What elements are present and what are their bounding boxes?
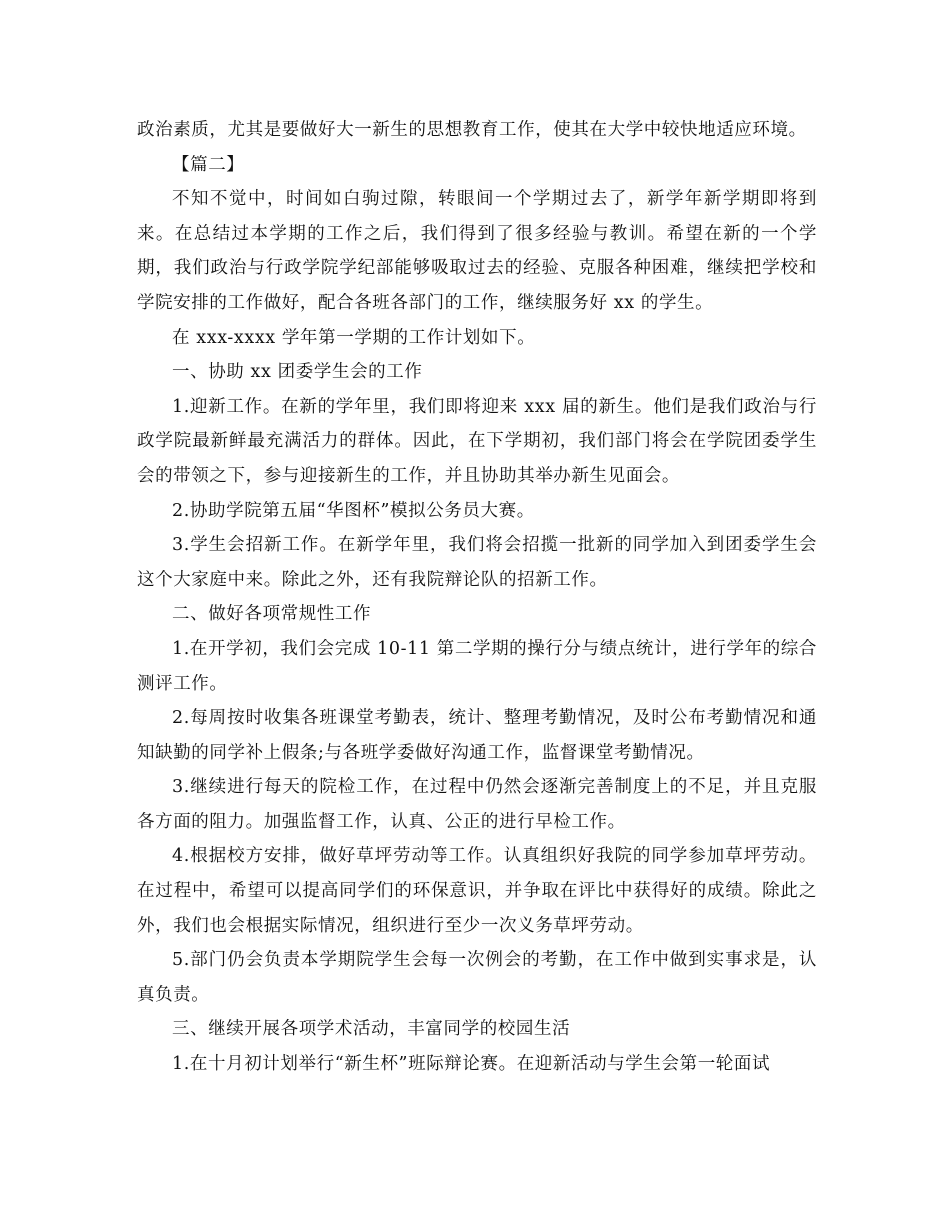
list-item: 1.在开学初，我们会完成 10-11 第二学期的操行分与绩点统计，进行学年的综合测评工作。 <box>137 638 817 694</box>
list-item: 2.每周按时收集各班课堂考勤表，统计、整理考勤情况，及时公布考勤情况和通知缺勤的同学补上假条;与各班学委做好沟通工作，监督课堂考勤情况。 <box>137 708 817 763</box>
list-item: 1.迎新工作。在新的学年里，我们即将迎来 xxx 届的新生。他们是我们政治与行政学院最新鲜最充满活力的群体。因此，在下学期初，我们部门将会在学院团委学生会的带领之下，参与迎接新生的工作，并且协助其举办新生见面会。 <box>137 396 817 486</box>
paragraph: 在 xxx-xxxx 学年第一学期的工作计划如下。 <box>172 327 536 348</box>
list-item: 5.部门仍会负责本学期院学生会每一次例会的考勤，在工作中做到实事求是，认真负责。 <box>137 950 817 1005</box>
list-item: 3.学生会招新工作。在新学年里，我们将会招揽一批新的同学加入到团委学生会这个大家庭中来。除此之外，还有我院辩论队的招新工作。 <box>137 535 817 590</box>
section-heading: 一、协助 xx 团委学生会的工作 <box>172 362 423 383</box>
document-body <box>137 113 817 1082</box>
section-heading: 三、继续开展各项学术活动，丰富同学的校园生活 <box>172 1019 571 1040</box>
paragraph: 政治素质，尤其是要做好大一新生的思想教育工作，使其在大学中较快地适应环境。 <box>137 120 807 140</box>
section-heading: 二、做好各项常规性工作 <box>172 604 372 625</box>
section-heading: 【篇二】 <box>172 154 245 175</box>
list-item: 3.继续进行每天的院检工作，在过程中仍然会逐渐完善制度上的不足，并且克服各方面的阻力。加强监督工作，认真、公正的进行早检工作。 <box>137 777 817 832</box>
paragraph: 不知不觉中，时间如白驹过隙，转眼间一个学期过去了，新学年新学期即将到来。在总结过本学期的工作之后，我们得到了很多经验与教训。希望在新的一个学期，我们政治与行政学院学纪部能够吸取过去的经验、克服各种困难，继续把学校和学院安排的工作做好，配合各班各部门的工作，继续服务好 xx 的学生。 <box>137 189 817 313</box>
list-item: 4.根据校方安排，做好草坪劳动等工作。认真组织好我院的同学参加草坪劳动。在过程中，希望可以提高同学们的环保意识，并争取在评比中获得好的成绩。除此之外，我们也会根据实际情况，组织进行至少一次义务草坪劳动。 <box>137 846 817 936</box>
list-item: 2.协助学院第五届“华图杯”模拟公务员大赛。 <box>172 500 535 521</box>
list-item: 1.在十月初计划举行“新生杯”班际辩论赛。在迎新活动与学生会第一轮面试 <box>172 1054 771 1075</box>
